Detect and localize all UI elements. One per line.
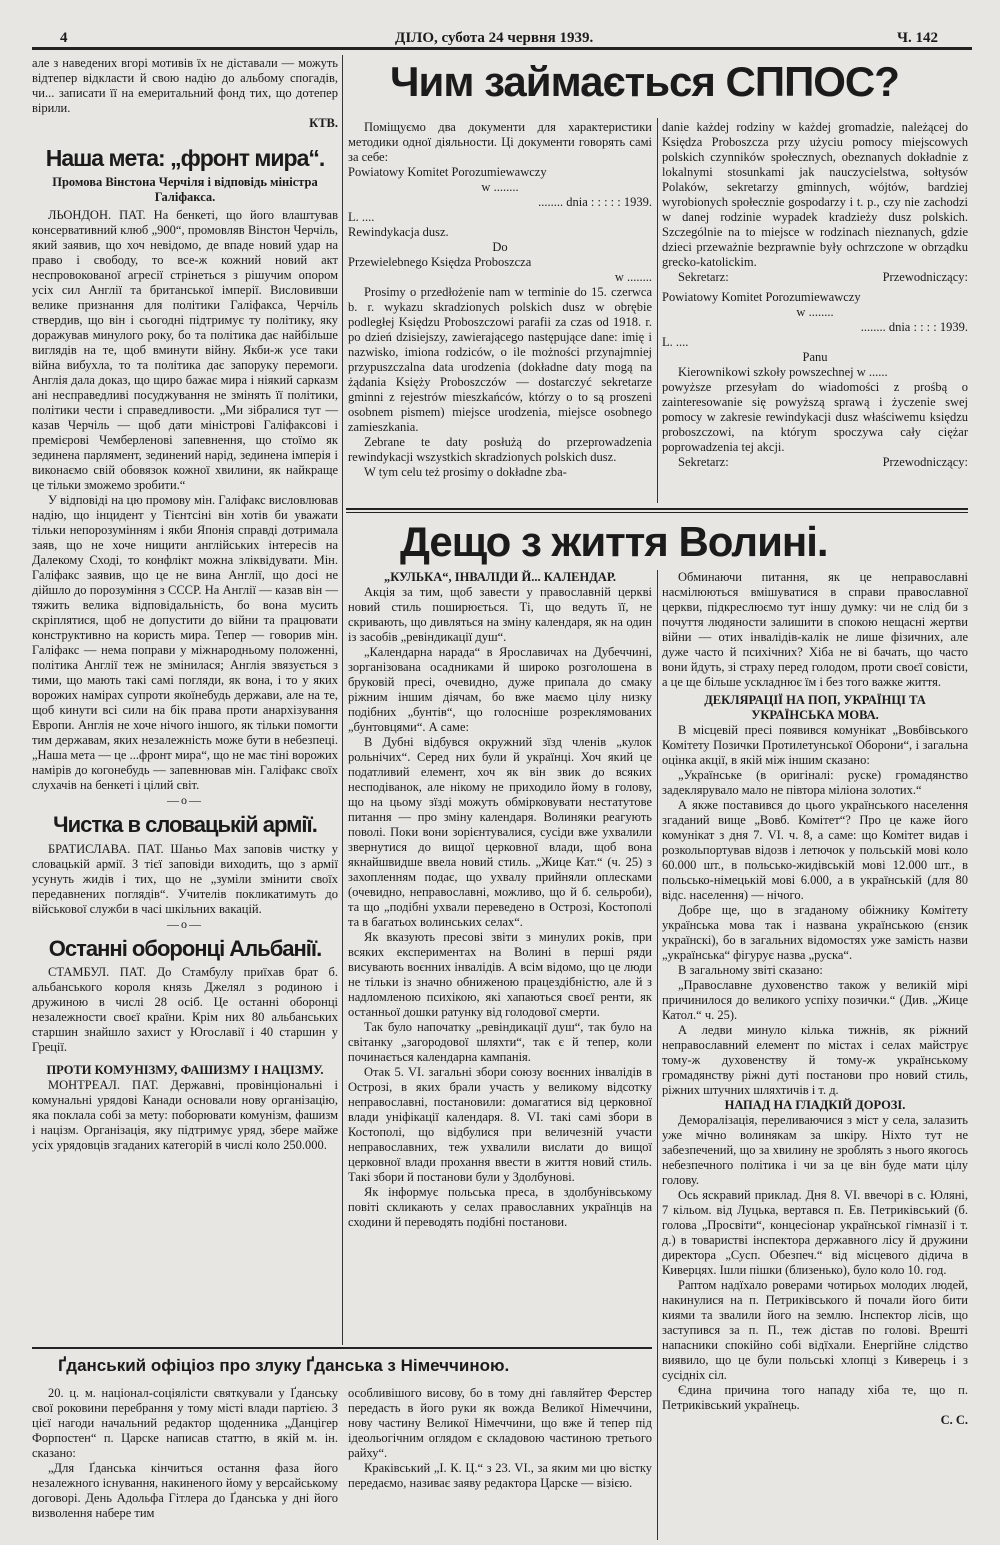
paragraph: ЛЬОНДОН. ПАТ. На бенкеті, що його влаштував консервативний клюб „900“, промовляв Вінстон Черчіль, який заявив, що хоч невідомо, де впаде новий удар на право і свободу, то все-ж кожний новий акт неспровокованої агресії стрінеться з рішучим опором усіх сил Англії та британської імперії. Висловивши велике признання для політики Галіфакса, Черчіль ствердив, що він і сьогодні підтримує ту політику, яку доражував минулого року, бо та політика дає найбільше виглядів на те, щоб вминути війну. Якби-ж усе таки війна вибухла, то та політика дає запоруку перемоги. Англія дала доказ, що щиро бажає мира і ніякий сарказм ані несправедливі посуджування не змінять її політики, політики чести і справедливости. „Ми зібралися тут — казав Черчіль — щоб дати міністрові Галіфаксові і премієрові Чемберленові запевнення, що стоїмо як зединена парлямент, зединений нарід, зединена імперія і виконаємо свій обовязок кожної хвилини, як найкраще це тільки зможемо зробити.“: [32, 208, 338, 493]
section-rule: [346, 508, 968, 510]
doc-date: ........ dnia : : : : 1939.: [860, 320, 968, 334]
headline-albania: Останні оборонці Альбанії.: [48, 935, 322, 961]
doc-committee: Powiatowy Komitet Porozumiewawczy: [348, 165, 547, 179]
column-divider: [342, 55, 343, 1345]
doc-ref: L. ....: [662, 335, 689, 349]
issue-number: Ч. 142: [897, 30, 939, 46]
headline-sppos: Чим займається СППОС?: [390, 58, 899, 105]
doc-to: Panu: [802, 350, 828, 364]
secretary-label: Sekretarz:: [678, 270, 729, 284]
paragraph: Prosimy o przedłożenie nam w terminie do 15. czerwca b. r. wykazu skradzionych polskich dusz w obrębie podległej Księdzu Proboszczowi parafii za czas od 1918. r. po dzień dzisiejszy, zawierającego następujące dane: imię i nazwisko, imiona rodziców, o ile możności przynajmniej przypuszczalna data urodzenia (dokładne daty mogą na żądania Księży Proboszczów — dostarczyć sekretarze gminni z rejestrów mieszkańców, którzy o to są proszeni osobnem pismem) miejsce urodzenia, miejsce osobnego zamieszkania.: [348, 285, 652, 434]
paragraph: „Українське (в оригіналі: руске) громадянство задеклярувало мало не півтора міліона золотих.“: [662, 768, 968, 797]
headline-volyn: Дещо з життя Волині.: [400, 518, 828, 565]
column-divider: [657, 118, 658, 503]
paragraph: А якже поставився до цього українського населення згаданий вище „Вовб. Комітет“? Про це каже його комунікат з дня 7. VI. ч. 8, а саме: що Комітет видав і розкольпортував відозв і летючок у польській мові коло 60.000 шт., в польсько-жидівській мові 12.000 шт., в польсько-німецькій мові 6.000, а в українській (для 80 відс. населення) — нічого.: [662, 798, 968, 902]
paragraph: Добре ще, що в згаданому обіжнику Комітету українська мова так і названа українською (єнзик українскі), бо в загальних відомостях уже замість назви „українська“ фігурує назва „руска“.: [662, 903, 968, 962]
paragraph: БРАТИСЛАВА. ПАТ. Шаньо Мах заповів чистку у словацькій армії. З тієї заповіди виходить, що з армії усунуть жидів і тих, що не „зуміли змінити своїх передавнених поглядів“. Учителів покликатимуть до військової служби в часі шкільних вакацій.: [32, 841, 338, 916]
doc-addressee-place: w ........: [614, 270, 652, 284]
volyn-column-2: [662, 570, 968, 1428]
chairman-label: Przewodniczący:: [882, 270, 968, 284]
intro-text: але з наведених вгорі мотивів їх не діставали — можуть відтепер відкласти й свою надію до альбому спогадів, чи... записати її на емеритальний фонд тих, що дотепер вірили.: [32, 56, 338, 115]
doc-addressee: Kierownikowi szkoły powszechnej w ......: [678, 365, 888, 379]
paragraph: Так було напочатку „ревіндикації душ“, так було на світанку „загородової шляхти“, так є й тепер, коли починається календарна кампанія.: [348, 1020, 652, 1064]
paragraph: В Дубні відбувся окружний зїзд членів „кулок рольнічих“. Серед них були й українці. Хоч який це податливий елемент, хоч як він звик до всяких несподіванок, але нікому не приходило йому в голову, що на цьому зїзді можуть обмірковувати нестатутове питання — про зміну календаря. Волиняки реагують поволі. Поки вони зорієнтувалися, сусіди вже ухвалили звернутися до вищої церковної влади, щоб вона якнайшвидше ввела новий стиль. „Жице Кат.“ (ч. 25) з захопленням подає, що ухвалу прийняли оплесками (очевидно, неправославні, можливо, що й б. сельроби), та що „подібні ухвали переведено в Острозі, Костополі та в багатьох волинських селах“.: [348, 735, 652, 929]
column-divider: [657, 570, 658, 1540]
paragraph: МОНТРЕАЛ. ПАТ. Державні, провінціональні і комунальні урядові Канади основали нову організацію, яка поклала собі за мету: поборювати комунізм, фашизм і націзм. Організація, яку підтримує уряд, збере майже усіх урядовців згаданих категорій в числі коло 250.000.: [32, 1078, 338, 1153]
sppos-column-1: [348, 120, 652, 480]
doc-addressee: Przewielebnego Księdza Proboszcza: [348, 255, 532, 269]
paragraph: Zebrane te daty posłużą do przeprowadzenia rewindykacji wszystkich skradzionych polskich dusz.: [348, 435, 652, 464]
danzig-column-1: [32, 1386, 338, 1521]
paragraph: В місцевій пресі появився комунікат „Вовбівського Комітету Позички Протилетунської Оборони“, і загальна оцінка акції, в якій між іншим сказано:: [662, 723, 968, 767]
paragraph: Поміщуємо два документи для характеристики методики одної діяльности. Ці документи говорять самі за себе:: [348, 120, 652, 164]
headline-slovak-army: Чистка в словацькій армії.: [53, 812, 317, 838]
paragraph: „Календарна нарада“ в Ярославичах на Дубеччині, зорганізована осадниками й широко розголошена в бруковій пресі, очевидно, дуже припала до смаку ріжним іншим діячам, бо вже маємо цілу низку подібних „бунтів“, що голосніше розреклямованих „бунтовцями“. А саме:: [348, 645, 652, 734]
article-subtitle: Промова Вінстона Черчіля і відповідь міністра Галіфакса.: [52, 175, 318, 205]
paragraph: Ось яскравий приклад. Дня 8. VI. ввечорі в с. Юляні, 7 кільом. від Луцька, вертався п. Ев. Петриківський (б. голова „Просвіти“, концесіонар української гімназії і т. д.) в товаристві інспектора державного лісу й дружини директора „Сусп. Обезпеч.“ від місцевого дідича в Киверцях. Ішли пішки (близенько), було коло 10. год.: [662, 1188, 968, 1277]
subheading: НАПАД НА ГЛАДКІЙ ДОРОЗІ.: [724, 1098, 906, 1112]
paragraph: Отак 5. VI. загальні збори союзу воєнних інвалідів в Острозі, в яких брали участь у великому відсотку неправославні, постановили: домагатися від церковної влади уніфікації календаря. 8. VI. такі самі збори в Костополі, що відбулися при величезній участи неправославних, теж ухвалили вислати до вищої церковної влади прохання ввести в життя новий стиль. Такі збори й постанови були у Здолбунові.: [348, 1065, 652, 1184]
page-number: 4: [60, 30, 68, 46]
separator: —o—: [167, 793, 203, 808]
signature: С. С.: [940, 1413, 968, 1427]
section-rule: [32, 1347, 652, 1349]
headline-front-of-peace: Наша мета: „фронт мира“.: [45, 145, 325, 171]
paragraph: Як інформує польська преса, в здолбунівському повіті скликають у селах православних українців на сходини й переводять подібні постанови.: [348, 1185, 652, 1229]
doc-signatures: [662, 270, 968, 285]
doc-date: ........ dnia : : : : : 1939.: [538, 195, 652, 209]
paragraph: „Православне духовенство також у великій мірі причинилося до великого успіху позички.“ (Див. „Жице Катол.“ ч. 25).: [662, 978, 968, 1022]
doc-committee: Powiatowy Komitet Porozumiewawczy: [662, 290, 861, 304]
paragraph: особливішого висову, бо в тому дні ґавляйтер Ферстер передасть в його руки як вожда Великої Німеччини, нову частину Великої Німеччини, що вже й тепер під ідеольогічним оглядом є складовою частиною третього райху“.: [348, 1386, 652, 1460]
left-column: [32, 56, 338, 1153]
separator: —o—: [167, 916, 203, 931]
paragraph: Деморалізація, переливаючися з міст у села, залазить уже мічно волинякам за шкіру. Ніхто тут не забезпечений, що за хвилину не зроблять з нього якогось небезпечного політика і чи за це він буде мати цілу голову.: [662, 1113, 968, 1187]
paragraph: СТАМБУЛ. ПАТ. До Стамбулу приїхав брат б. альбанського короля князь Джелял з родиною і дружиною в числі 28 осіб. Це останні оборонці незалежности своєї країни. Крім них 80 альбанських старшин знайшло захист у Югославії і 40 старшин у Греції.: [32, 965, 338, 1055]
doc-subject: Rewindykacja dusz.: [348, 225, 449, 239]
paragraph: Обминаючи питання, як це неправославні насмілюються вмішуватися в справи православної церкви, підкреслюємо тут іншу думку: чи не слід би з почуття людяности залишити в спокою нещасні жертви війни — отих інвалідів-калік не лише фізичних, але дуже часто й психічних? Хіба не ві бачать, що часто вони йдуть, зі страху перед голодом, проти своєї совісти, а це ще більше ускладнює їм і без того важке життя.: [662, 570, 968, 689]
chairman-label: Przewodniczący:: [882, 455, 968, 469]
paragraph: Раптом надїхало роверами чотирьох молодих людей, накинулися на п. Петриківського й почали його бити киями та звалили його на землю. Інспектор лісів, що заступився за п. П., теж дістав по голові. Врешті напасники спокійно собі відїхали. Енергійне слідство виявило, що це були польські хлопці з Киверець і з сусідніх сіл.: [662, 1278, 968, 1382]
doc-ref: L. ....: [348, 210, 375, 224]
paragraph: В загальному звіті сказано:: [678, 963, 823, 977]
doc-place: w ........: [481, 180, 519, 194]
paragraph: Єдина причина того нападу хіба те, що п. Петриківський українець.: [662, 1383, 968, 1412]
paragraph: Акція за тим, щоб завести у православній церкві новий стиль поширюється. Ті, що ведуть її, не скривають, що дивляться на зміну календаря, як на один із засобів „ревіндикації душ“.: [348, 585, 652, 644]
intro-signature: КТВ.: [309, 116, 338, 130]
paragraph: У відповіді на цю промову мін. Галіфакс висловлював надію, що інцидент у Тієнтсіні він хотів би уважати тільки непорозумінням і якби Японія справді дотримала заяв, що не хоче нищити англійських інтересів на Далекому Сході, то конфлікт можна зліквідувати. Мін. Галіфакс заявив, що це не вина Англії, що досі не дійшло до порозуміння з СССР. На Англії — казав він — тяжить велика відповідальність, бо вона мусить скріплятися, щоб не допустити до війни та працювати конструктивно на користь мира. Тепер — говорив мін. Галіфакс — нема поправи у міжнародньому положенні, політика Англії теж не змінилася; Англія звязується з тими, що мають такі самі погляди, як вона, і то у яких ворожих намірах супроти якоїнебудь держави, але на те, щоб кинути всі сили на бік права проти анархізування Европи. Англія не хоче нічого іншого, як тільки помогти тим державам, яких незалежність може бути в небезпеці. „Наша мета — це ...фронт мира“, що не має тіні ворожих намірів до когонебудь — запевнював мін. Галіфакс своїх слухачів на бенкеті і цілий світ.: [32, 493, 338, 793]
masthead: ДІЛО, субота 24 червня 1939.: [395, 30, 594, 46]
section-rule: [346, 512, 968, 513]
paragraph: А ледви минуло кілька тижнів, як ріжний неправославний елемент по містах і селах майструє тому-ж духовенству й тому-ж українському громадянству ріжні дуті постанови про новий стиль, ріжних штучних шляхтичів і т. д.: [662, 1023, 968, 1097]
doc-signatures: [662, 455, 968, 470]
article-headline: ПРОТИ КОМУНІЗМУ, ФАШИЗМУ І НАЦІЗМУ.: [46, 1063, 324, 1078]
paragraph: powyższe przesyłam do wiadomości z prośbą o zainteresowanie się powyższą sprawą i życzenie swej pomocy w zakresie rewindykacji dusz właściwemu księdzu proboszczowi, na którym spoczywa cały ciężar poprowadzenia tej akcji.: [662, 380, 968, 454]
secretary-label: Sekretarz:: [678, 455, 729, 469]
subheading: „КУЛЬКА“, ІНВАЛІДИ Й... КАЛЕНДАР.: [383, 570, 617, 584]
paragraph: danie każdej rodziny w każdej gromadzie, należącej do Księdza Proboszcza przy użyciu pomocy miejscowych polskich czynników społecznych, obeznanych dokładnie z lokalnymi stosunkami jak nauczycielstwa, sołtysów Polaków, sekretarzy gminnych, wójtów, bardziej wyrobionych społecznie gospodarzy i t. p., czy nie zachodzi w danej rodzinie wypadek kradzieży dusz polskich. Szczególnie na to miejsce w rodzinach nieznanych, gdzie dzieci przeważnie bezprawnie były ochrzczone w obrządku grecko-katolickim.: [662, 120, 968, 269]
paragraph: Як вказують пресові звіти з минулих років, при всяких експериментах на Волині в перші ряди висувають воєнних інвалідів. А всім відомо, що це люди не тільки із значно обниженою працездібністю, але й з надломленою психікою, які хапаються своєї ренти, як останньої дошки ратунку від голодової смерти.: [348, 930, 652, 1019]
paragraph: „Для Ґданська кінчиться остання фаза його незалежного існування, накиненого йому у версайському договорі. День Адольфа Гітлера до Ґданська у дні його визволення набере тим: [32, 1461, 338, 1520]
danzig-column-2: [348, 1386, 652, 1491]
doc-place: w ........: [796, 305, 834, 319]
volyn-column-1: [348, 570, 652, 1230]
header-rule: [32, 47, 972, 50]
doc-to: Do: [492, 240, 508, 254]
sppos-column-2: [662, 120, 968, 470]
paragraph: Краківський „І. К. Ц.“ з 23. VI., за яким ми цю вістку передаємо, називає заяву редактора Царске — візією.: [348, 1461, 652, 1490]
subheading: ДЕКЛЯРАЦІЇ НА ПОП, УКРАЇНЦІ ТА УКРАЇНСЬКА МОВА.: [704, 693, 926, 722]
headline-danzig: Ґданський офіціоз про злуку Ґданська з Німеччиною.: [58, 1356, 510, 1375]
paragraph: 20. ц. м. націонал-соціялісти святкували у Ґданську свої роковини перебрання у тому місті влади партією. З цієї нагоди начальний редактор щоденника „Данцігер Форпостен“ п. Царске написав статтю, в якій м. ін. сказано:: [32, 1386, 338, 1460]
paragraph: W tym celu też prosimy o dokładne zba-: [364, 465, 567, 479]
